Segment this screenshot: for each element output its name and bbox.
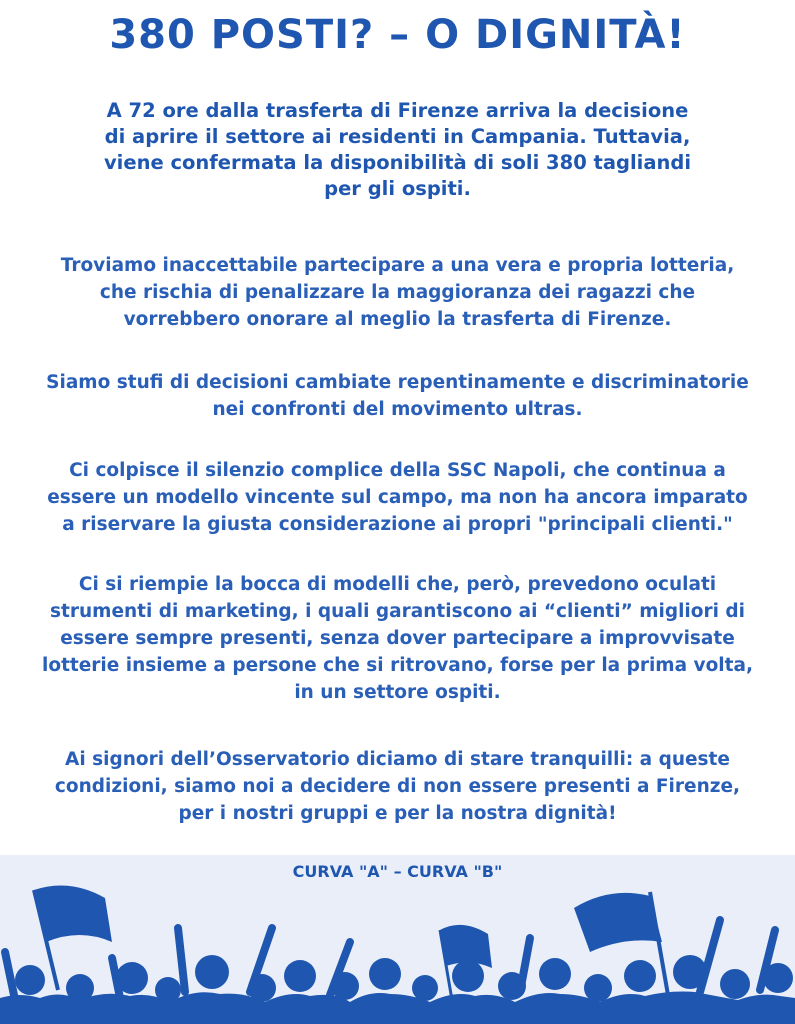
paragraph-line: vorrebbero onorare al meglio la trasferta di Firenze. bbox=[123, 309, 672, 330]
paragraph-marketing bbox=[15, 571, 780, 706]
crowd-bodies bbox=[0, 992, 795, 1024]
lead-line: A 72 ore dalla trasferta di Firenze arriva la decisione bbox=[106, 99, 689, 122]
lead-line: per gli ospiti. bbox=[324, 177, 471, 200]
page-title: 380 POSTI? – O DIGNITÀ! bbox=[109, 12, 686, 58]
paragraph-line: Troviamo inaccettabile partecipare a una vera e propria lotteria, bbox=[60, 255, 735, 276]
paragraph-line: Ai signori dell’Osservatorio diciamo di stare tranquilli: a queste bbox=[65, 749, 730, 770]
paragraph-line: nei confronti del movimento ultras. bbox=[212, 399, 583, 420]
paragraph-line: in un settore ospiti. bbox=[294, 682, 501, 703]
lead-line: viene confermata la disponibilità di soli 380 tagliandi bbox=[103, 151, 692, 174]
paragraph-line: Ci si riempie la bocca di modelli che, però, prevedono oculati bbox=[78, 574, 717, 595]
paragraph-line: a riservare la giusta considerazione ai propri "principali clienti." bbox=[62, 514, 733, 535]
lead-line: di aprire il settore ai residenti in Campania. Tuttavia, bbox=[104, 125, 691, 148]
paragraph-lottery bbox=[15, 252, 780, 333]
paragraph-ssc-napoli bbox=[15, 457, 780, 538]
paragraph-line: per i nostri gruppi e per la nostra dignità! bbox=[178, 803, 617, 824]
paragraph-line: che rischia di penalizzare la maggioranza dei ragazzi che bbox=[99, 282, 696, 303]
paragraph-line: condizioni, siamo noi a decidere di non essere presenti a Firenze, bbox=[54, 776, 741, 797]
paragraph-osservatorio bbox=[15, 746, 780, 827]
lead-paragraph bbox=[20, 98, 775, 202]
paragraph-decisions bbox=[15, 369, 780, 423]
paragraph-line: strumenti di marketing, i quali garantiscono ai “clienti” migliori di bbox=[50, 601, 745, 622]
paragraph-line: Siamo stufi di decisioni cambiate repentinamente e discriminatorie bbox=[46, 372, 749, 393]
paragraph-line: Ci colpisce il silenzio complice della SSC Napoli, che continua a bbox=[69, 460, 726, 481]
crowd-flags-illustration bbox=[0, 880, 795, 1024]
paragraph-line: essere un modello vincente sul campo, ma non ha ancora imparato bbox=[47, 487, 748, 508]
paragraph-line: essere sempre presenti, senza dover partecipare a improvvisate bbox=[60, 628, 735, 649]
paragraph-line: lotterie insieme a persone che si ritrovano, forse per la prima volta, bbox=[42, 655, 753, 676]
flag-left-icon bbox=[34, 886, 112, 991]
signature: CURVA "A" – CURVA "B" bbox=[292, 862, 503, 881]
